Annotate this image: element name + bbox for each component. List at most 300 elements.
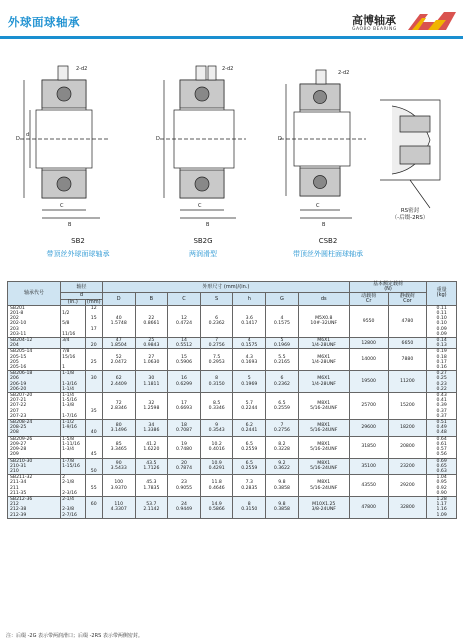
cell-weight-item: 0.90 (436, 490, 447, 496)
cell-mm-item: 50 (90, 468, 97, 474)
cell-weight (427, 420, 457, 437)
cell-ds (298, 349, 349, 371)
cell-weight-item: 0.13 (436, 343, 447, 349)
footnote: 注：后缀 -2G 表示带两润滑口；后缀 -2RS 表示带两侧密封。 (6, 633, 143, 639)
label-2-d2-mid: 2-d2 (222, 66, 234, 72)
cell-h-line: 0.1693 (241, 359, 258, 365)
cell-C (168, 305, 201, 337)
cell-mm-item: 60 (90, 502, 97, 508)
cell-h-line: 6.5 (245, 441, 253, 447)
cell-mm (85, 420, 102, 437)
cell-mm-item (86, 387, 102, 392)
cell-h (233, 338, 266, 349)
cell-B-line: 2.1142 (143, 507, 160, 513)
cell-inch-item: 1-5/16 (62, 398, 77, 404)
cell-inch-item: 1-9/16 (62, 425, 77, 431)
cell-C (168, 371, 201, 393)
cell-G-line: 0.2559 (273, 406, 290, 412)
cell-mm-item: 15 (90, 316, 97, 322)
spec-table (7, 281, 457, 519)
cell-h (233, 475, 266, 497)
cell-B (135, 371, 168, 393)
cell-S-line: 0.5866 (208, 507, 225, 513)
cell-D-line: 2.8346 (110, 406, 127, 412)
cell-weight-item: 1.17 (436, 502, 447, 508)
cell-C-line: 0.9055 (175, 485, 193, 491)
cell-D (102, 349, 135, 371)
cell-mm-item: 25 (90, 359, 97, 365)
cell-mm-item: 12 (90, 305, 97, 311)
cell-weight-item: 0.09 (436, 331, 447, 337)
cell-mm-item (86, 491, 102, 496)
table-row-group (8, 393, 457, 420)
label-D-left: D (16, 136, 20, 142)
cell-B-line: 53.7 (146, 502, 157, 508)
cell-code-item: SB208-24 (10, 420, 33, 426)
drawing-csb2 (280, 70, 366, 218)
cell-code-item: 207-22 (10, 403, 27, 409)
cell-mm-item: 17 (90, 326, 97, 332)
cell-inch-item: 2-1/4 (62, 496, 75, 502)
cell-G (266, 305, 299, 337)
cell-code-item: 206-19 (10, 381, 27, 387)
cell-S-line: 10.9 (211, 461, 222, 467)
cell-S (200, 371, 233, 393)
cell-code-item: 205-16 (10, 365, 27, 371)
cell-ds-line: 5/16-24UNF (310, 427, 338, 433)
cell-ds-line: M6X1 (317, 376, 331, 382)
cell-S (200, 393, 233, 420)
cell-B-line: 34 (148, 422, 155, 428)
cell-cor: 6650 (388, 338, 427, 349)
col-S: S (200, 293, 233, 305)
cell-code (8, 475, 61, 497)
brand-name-en: GAOBO BEARING (352, 27, 397, 32)
caption-desc: 带顶丝外圆柱面球轴承 (293, 250, 363, 258)
cell-h-line: 8 (247, 502, 251, 508)
table-row-group (8, 305, 457, 337)
cell-code-item: 212-39 (10, 512, 27, 518)
cell-weight-item: 0.61 (436, 441, 447, 447)
cell-C (168, 393, 201, 420)
cell-weight-item: 0.43 (436, 393, 447, 399)
cell-C-line: 16 (181, 376, 187, 382)
cell-code-item: SB210-30 (10, 458, 33, 464)
cell-weight (427, 496, 457, 518)
cell-G (266, 371, 299, 393)
table-row-group (8, 436, 457, 458)
cell-h-line: 0.2559 (241, 447, 258, 453)
cell-h-line: 7.3 (245, 480, 253, 486)
cell-B (135, 475, 168, 497)
cell-C-line: 19 (181, 441, 187, 447)
cell-C-line: 0.7480 (175, 447, 193, 453)
brand-logo-icon (406, 10, 458, 32)
label-d-left: d (26, 132, 30, 138)
cell-inch-item (62, 343, 84, 348)
cell-inch-item: 1-7/8 (62, 458, 75, 464)
cell-D (102, 436, 135, 458)
cell-inch-item: 3/4 (62, 338, 70, 344)
cell-code (8, 436, 61, 458)
cell-h (233, 420, 266, 437)
cell-B (135, 338, 168, 349)
cell-inch (61, 338, 85, 349)
cell-inch-item: 2 (62, 475, 65, 481)
cell-C-line: 0.9449 (175, 507, 193, 513)
cell-B-line: 22 (148, 316, 155, 322)
cell-cr: 12800 (349, 338, 388, 349)
cell-weight-item: 0.39 (436, 403, 447, 409)
cell-code-item: 209-28 (10, 447, 27, 453)
cell-weight-item: 0.37 (436, 408, 447, 414)
cell-weight-item: 0.92 (436, 485, 447, 491)
cell-S-line: 10.2 (211, 441, 222, 447)
cell-mm-item: 55 (90, 485, 97, 491)
cell-weight-item: 0.17 (436, 359, 447, 365)
cell-S-line: 6 (215, 316, 219, 322)
cell-ds (298, 475, 349, 497)
col-bore-d: d (61, 293, 103, 299)
table-row-group (8, 371, 457, 393)
cell-cr: 9550 (349, 305, 388, 337)
cell-inch-item: 1/2 (62, 311, 70, 317)
cell-weight-item: 0.48 (436, 430, 447, 436)
cell-B (135, 496, 168, 518)
cell-G-line: 9.8 (278, 480, 286, 486)
header-rule (0, 36, 463, 39)
cell-G-line: 6 (280, 376, 284, 382)
cell-ds-line: M8X1 (317, 422, 331, 428)
col-weight-unit: (kg) (436, 292, 447, 299)
cell-C-line: 18 (181, 422, 187, 428)
cell-B-line: 1.7126 (143, 466, 160, 472)
cell-cor: 29200 (388, 475, 427, 497)
cell-B-line: 0.9843 (143, 343, 160, 349)
cell-D-line: 52 (115, 354, 122, 360)
cell-C-line: 14 (181, 338, 187, 344)
cell-mm (85, 496, 102, 518)
cell-C-line: 0.7874 (175, 466, 193, 472)
col-ds: ds (298, 293, 349, 305)
cell-inch-item: 5/8 (62, 321, 70, 327)
cell-mm (85, 458, 102, 475)
cell-inch (61, 393, 85, 420)
cell-G-line: 0.3622 (273, 466, 290, 472)
cell-code (8, 458, 61, 475)
cell-inch-item: 1 (62, 365, 65, 371)
cell-weight-item: 0.23 (436, 381, 447, 387)
cell-G-line: 4 (280, 316, 284, 322)
col-cr-symbol: Cr (365, 298, 372, 305)
cell-inch (61, 371, 85, 393)
cell-S-line: 14.9 (211, 502, 222, 508)
cell-S-line: 11.8 (211, 480, 222, 486)
cell-weight-item: 0.18 (436, 354, 447, 360)
cell-weight-item: 0.22 (436, 386, 447, 392)
cell-B-line: 30 (148, 376, 155, 382)
cell-B-line: 32 (148, 400, 155, 406)
table-row-group (8, 338, 457, 349)
brand-name: 高博轴承 (352, 14, 396, 27)
cell-G-line: 0.2362 (273, 381, 290, 387)
cell-mm (85, 349, 102, 371)
cell-code-item: SB211-32 (10, 475, 33, 481)
cell-S-line: 0.2362 (208, 321, 225, 327)
cell-weight-item: 0.95 (436, 480, 447, 486)
cell-S (200, 496, 233, 518)
cell-C-line: 0.6299 (175, 381, 193, 387)
cell-weight-item: 0.37 (436, 413, 447, 419)
cell-inch (61, 475, 85, 497)
cell-C-line: 0.5906 (175, 359, 193, 365)
cell-D (102, 371, 135, 393)
cell-inch-item: 2-3/16 (62, 490, 77, 496)
cell-h-line: 4.3 (245, 354, 253, 360)
cell-ds-line: M6X1 (317, 354, 331, 360)
cell-mm-item: 30 (90, 376, 97, 382)
cell-G (266, 496, 299, 518)
cell-inch-item: 1-5/8 (62, 436, 75, 442)
cell-G-line: 5 (280, 338, 284, 344)
cell-D-line: 3.9370 (110, 485, 127, 491)
cell-G-line: 0.2756 (273, 427, 290, 433)
cell-D-line: 110 (114, 502, 124, 508)
cell-inch (61, 458, 85, 475)
cell-code-item: 203-11 (10, 331, 27, 337)
cell-inch-item: 1-1/8 (62, 371, 75, 377)
caption-code: CSB2 (318, 237, 338, 245)
cell-C-line: 23 (181, 480, 187, 486)
col-load (349, 282, 427, 293)
cell-D (102, 305, 135, 337)
cell-S (200, 420, 233, 437)
cell-ds-line: M8X1 (317, 400, 331, 406)
cell-mm (85, 475, 102, 497)
cell-code-item: SB201 (10, 305, 25, 311)
cell-weight-item: 0.69 (436, 458, 447, 464)
caption-code: SB2 (71, 237, 85, 245)
cell-C (168, 420, 201, 437)
cell-inch-item: 15/16 (62, 354, 76, 360)
cell-B-line: 45.3 (146, 480, 157, 486)
cell-h (233, 305, 266, 337)
caption-sb2 (38, 237, 118, 259)
cell-code (8, 349, 61, 371)
cell-weight-item: 0.11 (436, 311, 447, 317)
cell-G (266, 436, 299, 458)
cell-inch (61, 436, 85, 458)
cell-mm-item (86, 332, 102, 337)
seal-note (380, 208, 440, 222)
cell-B-line: 27 (148, 354, 155, 360)
cell-B-line: 1.1811 (143, 381, 160, 387)
cell-code-item: 207 (10, 408, 19, 414)
cell-G (266, 349, 299, 371)
cell-inch-item: 1-1/2 (62, 420, 75, 426)
cell-ds-line: 1/4-28UNF (311, 359, 336, 365)
cell-G (266, 475, 299, 497)
cell-S (200, 475, 233, 497)
cell-inch (61, 420, 85, 437)
cell-mm (85, 393, 102, 420)
cell-S-line: 7 (215, 338, 219, 344)
cell-code-item: SB204-12 (10, 338, 33, 344)
label-C-left: C (60, 203, 64, 209)
cell-code-item: SB206-18 (10, 371, 33, 377)
cell-h-line: 5.7 (245, 400, 253, 406)
label-B-mid: B (206, 222, 210, 228)
col-h: h (233, 293, 266, 305)
cell-inch-item: 1-7/16 (62, 413, 77, 419)
cell-inch-item: 1-3/16 (62, 381, 77, 387)
page-header (0, 0, 463, 38)
cell-weight-item: 0.49 (436, 425, 447, 431)
col-weight-label: 重量 (436, 287, 447, 294)
caption-desc: 两润滑型 (189, 250, 217, 258)
cell-code-item: 202-10 (10, 321, 27, 327)
cell-weight-item: 0.57 (436, 447, 447, 453)
col-code: 轴承代号 (8, 282, 61, 306)
cell-D (102, 420, 135, 437)
cell-h-line: 6.5 (245, 461, 253, 467)
cell-G (266, 338, 299, 349)
cell-weight-item: 0.25 (436, 376, 447, 382)
cell-weight-item: 1.04 (436, 475, 447, 481)
cell-code (8, 496, 61, 518)
cell-G (266, 420, 299, 437)
cell-C (168, 475, 201, 497)
cell-weight (427, 393, 457, 420)
col-cor-label: 静载荷 (399, 292, 415, 299)
cell-S-line: 0.2756 (208, 343, 225, 349)
cell-h-line: 5 (247, 376, 251, 382)
cell-C-line: 20 (181, 461, 187, 467)
cell-inch (61, 349, 85, 371)
cell-code (8, 371, 61, 393)
col-D: D (102, 293, 135, 305)
drawing-seal-detail (380, 100, 440, 208)
cell-inch (61, 496, 85, 518)
cell-B-line: 41.2 (146, 441, 157, 447)
cell-weight-item: 0.11 (436, 305, 447, 311)
cell-code (8, 305, 61, 337)
cell-weight-item: 0.09 (436, 326, 447, 332)
cell-inch-item (62, 430, 84, 435)
cell-G-line: 7 (280, 422, 284, 428)
cell-weight-item: 1.28 (436, 496, 447, 502)
cell-code-item: SB205-14 (10, 349, 33, 355)
cell-G-line: 6.5 (278, 400, 286, 406)
cell-ds (298, 371, 349, 393)
cell-code-item: 208-25 (10, 425, 27, 431)
cell-B (135, 436, 168, 458)
cell-code-item: 205 (10, 359, 19, 365)
cell-B-line: 1.6220 (143, 447, 160, 453)
drawing-sb2 (20, 66, 108, 218)
cell-cor: 32800 (388, 496, 427, 518)
cell-S-line: 0.3543 (208, 427, 225, 433)
label-B-left: B (68, 222, 72, 228)
cell-D (102, 475, 135, 497)
cell-code-item: SB209-26 (10, 436, 33, 442)
cell-mm (85, 305, 102, 337)
cell-weight (427, 475, 457, 497)
col-cor (388, 293, 427, 305)
cell-weight-item: 0.56 (436, 452, 447, 458)
cell-code-item: 210-31 (10, 463, 27, 469)
cell-h (233, 458, 266, 475)
cell-B-line: 1.3386 (143, 427, 160, 433)
cell-G-line: 0.1575 (273, 321, 290, 327)
cell-C-line: 17 (181, 400, 187, 406)
cell-cor: 20800 (388, 436, 427, 458)
cell-G (266, 393, 299, 420)
table-row-group (8, 458, 457, 475)
table-row-group (8, 349, 457, 371)
cell-D (102, 496, 135, 518)
cell-h-line: 0.2559 (241, 466, 258, 472)
cell-S (200, 458, 233, 475)
col-cr-label: 动载荷 (361, 292, 377, 299)
cell-weight (427, 349, 457, 371)
cell-code-item: 204 (10, 343, 19, 349)
label-2-d2-right: 2-d2 (338, 70, 350, 76)
cell-inch-item: 2-1/8 (62, 480, 75, 486)
cell-ds (298, 338, 349, 349)
cell-B-line: 1.2598 (143, 406, 160, 412)
cell-code-item: 206 (10, 376, 19, 382)
cell-mm (85, 338, 102, 349)
cell-inch-item (62, 469, 84, 474)
cell-cor: 7880 (388, 349, 427, 371)
cell-C-line: 12 (181, 316, 187, 322)
cell-code-item: 211 (10, 485, 19, 491)
cell-mm-item: 35 (90, 408, 97, 414)
cell-h-line: 4 (247, 338, 251, 344)
cell-inch (61, 305, 85, 337)
cell-B (135, 349, 168, 371)
cell-weight-item: 0.19 (436, 349, 447, 355)
cell-S-line: 0.2953 (208, 359, 225, 365)
cell-h (233, 436, 266, 458)
cell-weight-item: 0.16 (436, 365, 447, 371)
cell-code-item: SB207-20 (10, 393, 33, 399)
cell-D-line: 40 (115, 316, 122, 322)
cell-D-line: 62 (115, 376, 122, 382)
cell-D-line: 3.3465 (110, 447, 127, 453)
cell-S (200, 436, 233, 458)
cell-G-line: 8.2 (278, 441, 286, 447)
cell-ds-line: 10#-32UNF (310, 321, 338, 327)
cell-ds-line: M10X1.25 (312, 502, 336, 508)
cell-inch-item: 2-3/8 (62, 507, 75, 513)
cell-mm-item (86, 365, 102, 370)
cell-D-line: 3.5433 (110, 466, 127, 472)
cell-ds-line: 3/8-24UNF (311, 507, 336, 513)
cell-code-item: 203 (10, 326, 19, 332)
cell-G (266, 458, 299, 475)
seal-note-line1: RS密封 (400, 208, 420, 214)
caption-desc: 带顶丝外球面球轴承 (46, 250, 110, 258)
cell-cr: 14000 (349, 349, 388, 371)
cell-h-line: 0.1417 (241, 321, 258, 327)
cell-mm-item (86, 414, 102, 419)
cell-B-line: 1.0630 (143, 359, 160, 365)
cell-cor: 18200 (388, 420, 427, 437)
cell-weight-item: 0.65 (436, 463, 447, 469)
cell-C (168, 349, 201, 371)
